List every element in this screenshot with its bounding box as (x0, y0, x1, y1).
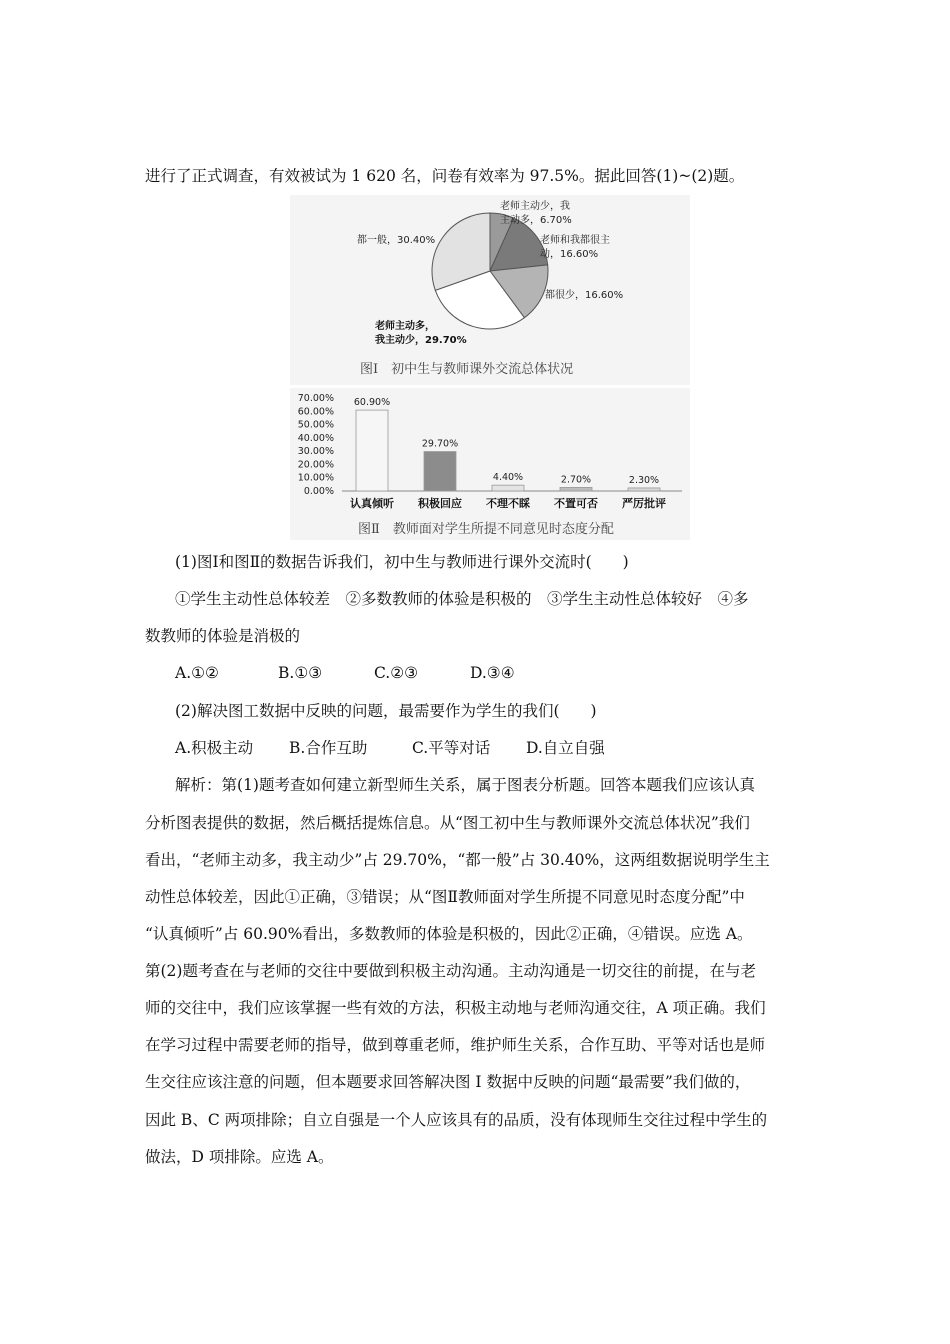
x-category-label: 积极回应 (418, 497, 462, 510)
pie-chart-figure (290, 195, 690, 385)
q2-options (175, 738, 840, 758)
analysis-line: 生交往应该注意的问题，但本题要求回答解决图 I 数据中反映的问题“最需要”我们做的， (145, 1073, 751, 1091)
bar-chart (290, 388, 690, 540)
y-tick-label: 30.00% (297, 446, 334, 458)
bar (424, 452, 456, 491)
y-tick-label: 20.00% (297, 459, 334, 471)
bar (492, 485, 524, 491)
bar (628, 488, 660, 491)
q1-option-d: D.③④ (470, 664, 515, 682)
bar-caption: 图Ⅱ 教师面对学生所提不同意见时态度分配 (358, 522, 614, 537)
analysis-line: 做法，D 项排除。应选 A。 (145, 1148, 334, 1166)
bar (560, 487, 592, 491)
pie-label-average: 都一般，30.40% (357, 235, 436, 246)
analysis-line: 动性总体较差，因此①正确，③错误；从“图Ⅱ教师面对学生所提不同意见时态度分配”中 (145, 888, 745, 906)
bar-value-label: 2.30% (628, 474, 660, 486)
pie-label-teacher-less-me-more-2: 主动多，6.70% (500, 215, 572, 226)
x-category-label: 不理不睬 (486, 497, 530, 510)
pie-label-teacher-more-me-less-2: 我主动少，29.70% (375, 335, 467, 346)
x-category-label: 严厉批评 (622, 497, 666, 510)
x-category-label: 认真倾听 (350, 497, 394, 510)
pie-label-both-active-2: 动，16.60% (540, 249, 599, 260)
x-category-label: 不置可否 (554, 497, 598, 510)
y-tick-label: 40.00% (297, 432, 334, 444)
y-tick-label: 60.00% (297, 406, 334, 418)
pie-chart (290, 195, 690, 385)
analysis-line: “认真倾听”占 60.90%看出，多数教师的体验是积极的，因此②正确，④错误。应选 A。 (145, 925, 753, 943)
q2-option-b: B.合作互助 (289, 739, 368, 757)
q1-option-c: C.②③ (374, 664, 419, 682)
bar-value-label: 29.70% (421, 438, 459, 450)
pie-label-teacher-more-me-less-1: 老师主动多， (375, 321, 435, 332)
q1-option-a: A.①② (175, 664, 219, 682)
pie-label-both-rare: 都很少，16.60% (545, 290, 624, 301)
q1-stem: (1)图Ⅰ和图Ⅱ的数据告诉我们，初中生与教师进行课外交流时( ) (175, 553, 629, 571)
pie-label-both-active-1: 老师和我都很主 (540, 235, 610, 246)
y-tick-label: 10.00% (297, 472, 334, 484)
analysis-line: 看出，“老师主动多，我主动少”占 29.70%，“都一般”占 30.40%，这两组数据说明学生主 (145, 851, 770, 869)
analysis-line: 第(2)题考查在与老师的交往中要做到积极主动沟通。主动沟通是一切交往的前提，在与老 (145, 962, 756, 980)
bar (356, 410, 388, 491)
y-tick-label: 70.00% (297, 393, 334, 404)
analysis-line: 因此 B、C 两项排除；自立自强是一个人应该具有的品质，没有体现师生交往过程中学生的 (145, 1111, 768, 1129)
pie-label-teacher-less-me-more-1: 老师主动少，我 (500, 201, 570, 212)
q2-stem: (2)解决图工数据中反映的问题，最需要作为学生的我们( ) (175, 702, 597, 720)
q2-option-c: C.平等对话 (412, 739, 491, 757)
bar-value-label: 60.90% (353, 397, 391, 409)
q1-option-b: B.①③ (278, 664, 323, 682)
q1-items-line1: ①学生主动性总体较差 ②多数教师的体验是积极的 ③学生主动性总体较好 ④多 (175, 590, 749, 608)
pie-caption: 图Ⅰ 初中生与教师课外交流总体状况 (360, 362, 574, 377)
q2-option-a: A.积极主动 (175, 739, 254, 757)
q2-option-d: D.自立自强 (526, 739, 605, 757)
q1-options (175, 663, 840, 683)
bar-value-label: 2.70% (560, 474, 592, 486)
y-tick-label: 50.00% (297, 419, 334, 431)
y-tick-label: 0.00% (303, 486, 334, 497)
q1-items-line2: 数教师的体验是消极的 (145, 627, 301, 645)
intro-text: 进行了正式调查，有效被试为 1 620 名，问卷有效率为 97.5%。据此回答(1)~(2)题。 (145, 167, 745, 185)
analysis-line: 解析：第(1)题考查如何建立新型师生关系，属于图表分析题。回答本题我们应该认真 (175, 776, 755, 794)
bar-chart-figure (290, 388, 690, 540)
bar-value-label: 4.40% (492, 472, 524, 484)
analysis-line: 师的交往中，我们应该掌握一些有效的方法，积极主动地与老师沟通交往，A 项正确。我们 (145, 999, 766, 1017)
analysis-line: 在学习过程中需要老师的指导，做到尊重老师，维护师生关系，合作互助、平等对话也是师 (145, 1036, 766, 1054)
analysis-line: 分析图表提供的数据，然后概括提炼信息。从“图工初中生与教师课外交流总体状况”我们 (145, 814, 750, 832)
